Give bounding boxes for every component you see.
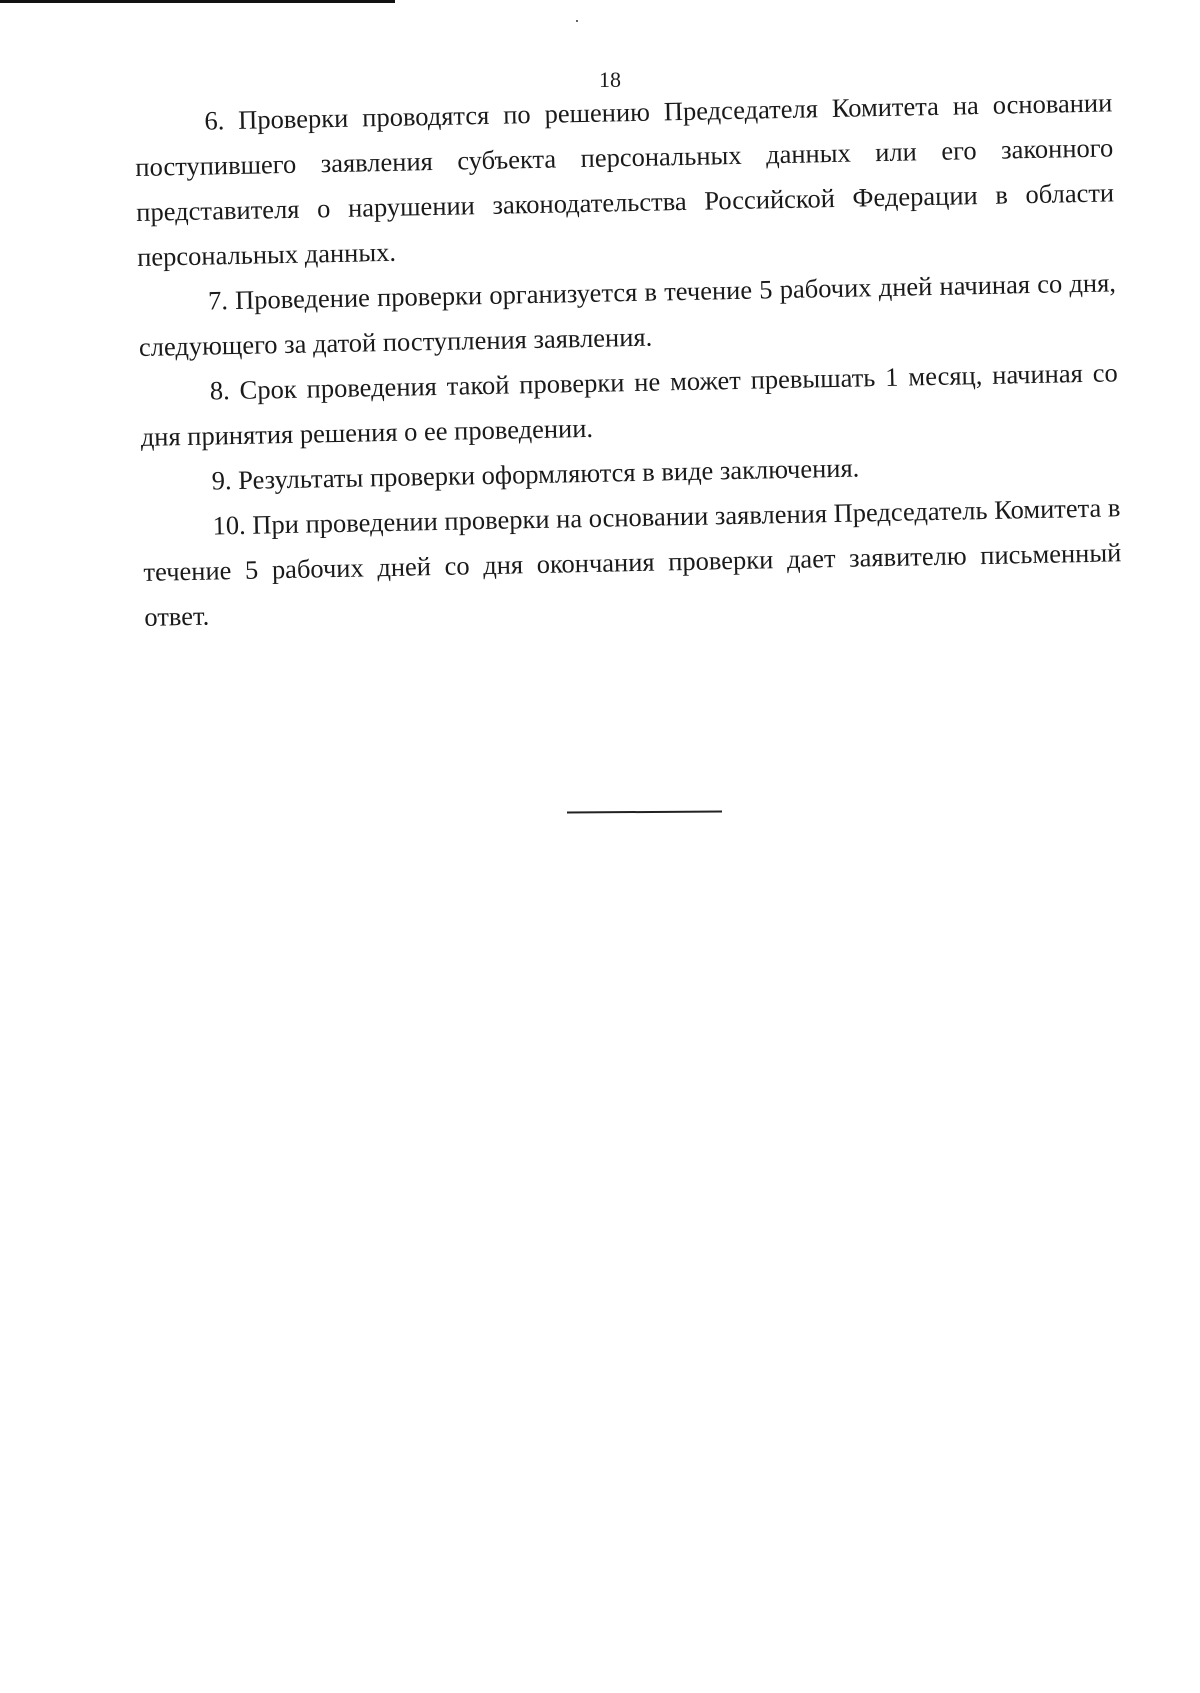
scan-speck bbox=[576, 20, 578, 22]
paragraph-7: 7. Проведение проверки организуется в течение 5 рабочих дней начиная со дня, следующего за датой поступления заявления. bbox=[138, 267, 1117, 362]
paragraph-8: 8. Срок проведения такой проверки не может превышать 1 месяц, начиная со дня принятия решения о ее проведении. bbox=[140, 357, 1118, 452]
paragraph-6: 6. Проверки проводятся по решению Председателя Комитета на основании поступившего заявления субъекта персональных данных или его законного представителя о нарушении законодательства Российской Федерации в области персональных данных. bbox=[135, 87, 1115, 272]
document-body bbox=[134, 80, 1123, 640]
scan-edge-mark bbox=[0, 0, 395, 3]
paragraph-9: 9. Результаты проверки оформляются в виде заключения. bbox=[211, 452, 860, 496]
page-number: 18 bbox=[599, 67, 621, 92]
end-of-text-separator bbox=[567, 810, 722, 813]
paragraph-10: 10. При проведении проверки на основании заявления Председатель Комитета в течение 5 рабочих дней со дня окончания проверки дает заявителю письменный ответ. bbox=[143, 492, 1122, 632]
